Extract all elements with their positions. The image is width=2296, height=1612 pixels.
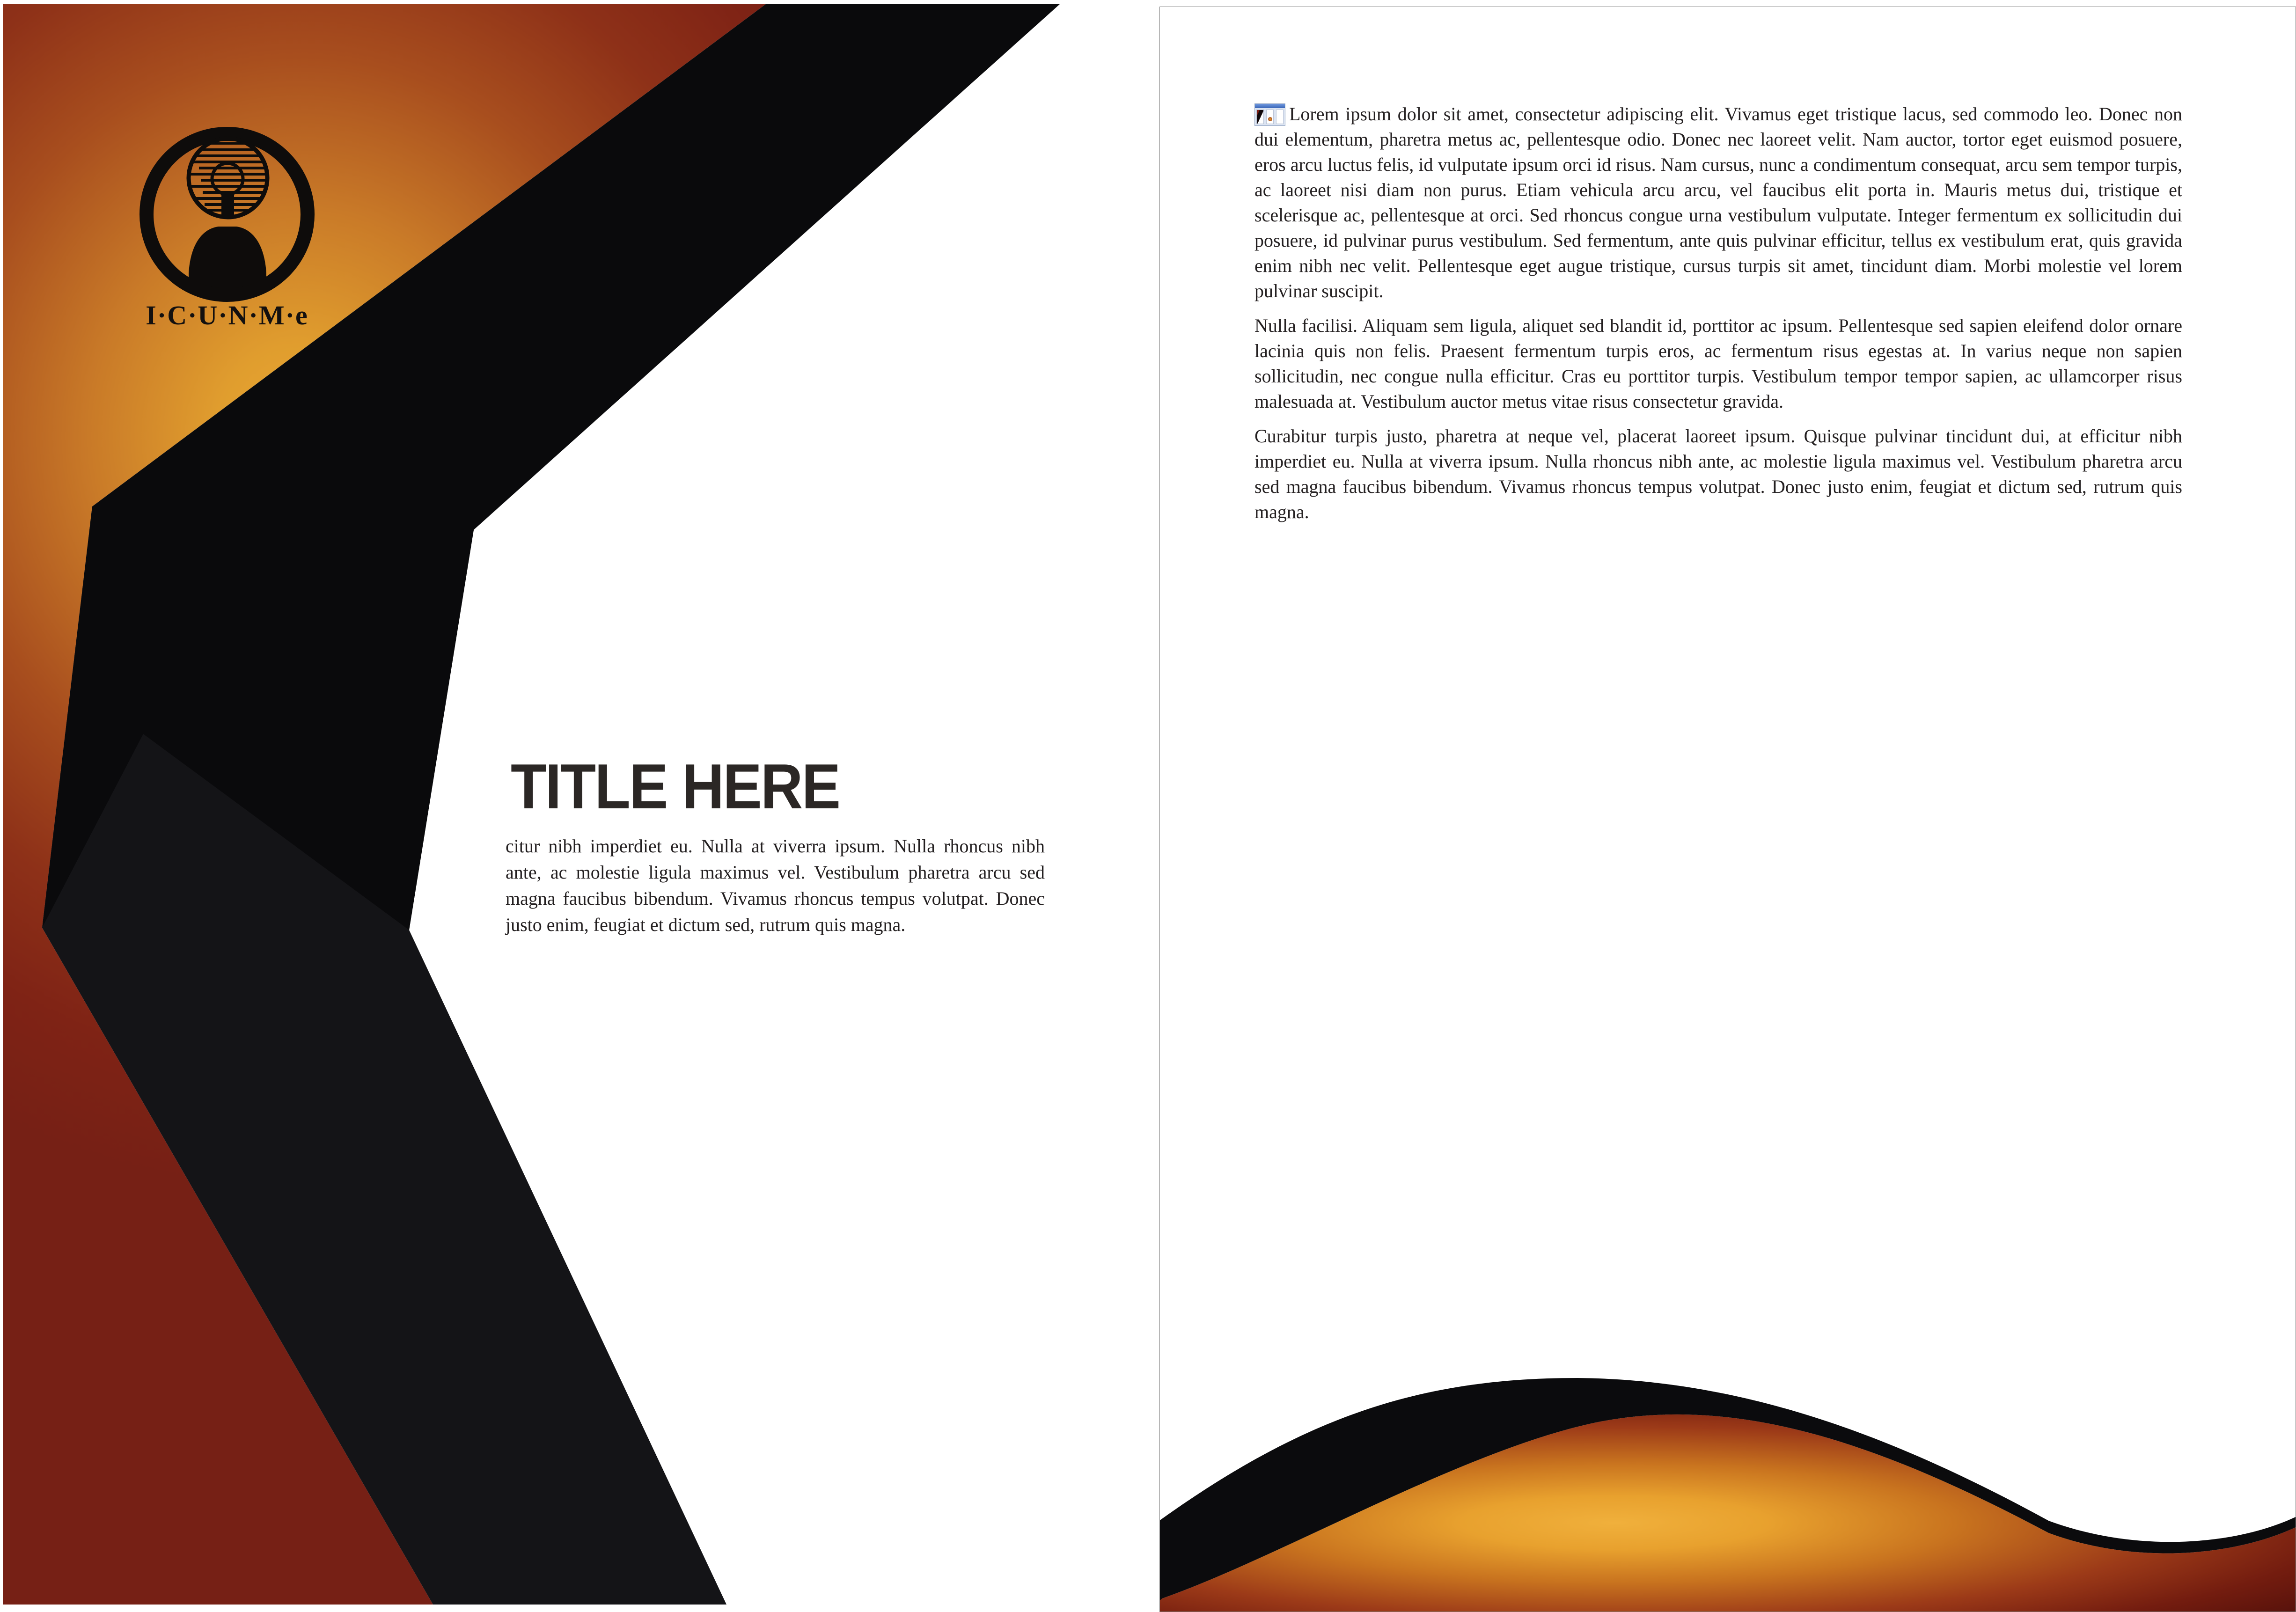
- thumbnail-orange-blob: [1268, 117, 1272, 121]
- bottom-wave-graphic: [1160, 1368, 2296, 1612]
- body-text-block: [1254, 102, 2182, 534]
- inner-page: [1159, 7, 2296, 1612]
- person-sun-circle-logo-icon: [138, 122, 316, 309]
- cover-page: [3, 4, 1060, 1605]
- body-paragraph: Curabitur turpis justo, pharetra at neque vel, placerat laoreet ipsum. Quisque pulvinar tincidunt dui, at efficitur nibh imperdiet eu. Nulla at viverra ipsum. Nulla rhoncus nibh ante, ac molestie ligula maximus vel. Vestibulum pharetra arcu sed magna faucibus bibendum. Vivamus rhoncus tempus volutpat. Donec justo enim, feugiat et dictum sed, rutrum quis magna.: [1254, 425, 2182, 522]
- cover-intro-paragraph: citur nibh imperdiet eu. Nulla at viverra ipsum. Nulla rhoncus nibh ante, ac molestie ligula maximus vel. Vestibulum pharetra arcu sed magna faucibus bibendum. Vivamus rhoncus tempus volutpat. Donec justo enim, feugiat et dictum sed, rutrum quis magna.: [506, 835, 1045, 935]
- thumbnail-titlebar: [1255, 104, 1285, 108]
- thumbnail-page-3: [1276, 110, 1284, 124]
- thumbnail-page-1: [1256, 110, 1264, 124]
- body-paragraph: [1254, 102, 2182, 304]
- brand-name: I·C·U·N·M·e: [146, 300, 308, 330]
- body-paragraph: Nulla facilisi. Aliquam sem ligula, aliquet sed blandit id, porttitor ac ipsum. Pellentesque sed sapien eleifend dolor ornare lacinia quis non felis. Praesent fermentum turpis eros, ac fermentum risus egestas at. In varius neque non sapien sollicitudin, nec congue nulla efficitur. Cras eu porttitor turpis. Vestibulum tempor tempor sapien, ac ullamcorper risus malesuada at. Vestibulum auctor metus vitae risus consectetur gravida.: [1254, 315, 2182, 412]
- cover-title: TITLE HERE: [511, 751, 840, 822]
- document-preview-thumbnail-icon: [1254, 103, 1285, 126]
- paragraph-text: Lorem ipsum dolor sit amet, consectetur adipiscing elit. Vivamus eget tristique lacus, sed commodo leo. Donec non dui elementum, pharetra metus ac, pellentesque odio. Donec nec laoreet velit. Nam auctor, tortor eget euismod posuere, eros arcu luctus felis, id vulputate ipsum orci id risus. Nam cursus, nunc a condimentum consequat, arcu sem tempor turpis, ac laoreet nisi diam non purus. Etiam vehicula arcu arcu, vel faucibus elit porta in. Mauris metus dui, tristique et scelerisque ac, pellentesque at orci. Sed rhoncus congue urna vestibulum vulputate. Integer fermentum ex sollicitudin dui posuere, id pulvinar purus vestibulum. Sed fermentum, ante quis pulvinar efficitur, tellus ex vestibulum erat, quis gravida enim nibh nec velit. Pellentesque eget augue tristique, cursus turpis sit amet, tincidunt diam. Morbi molestie vel lorem pulvinar suscipit.: [1254, 103, 2182, 301]
